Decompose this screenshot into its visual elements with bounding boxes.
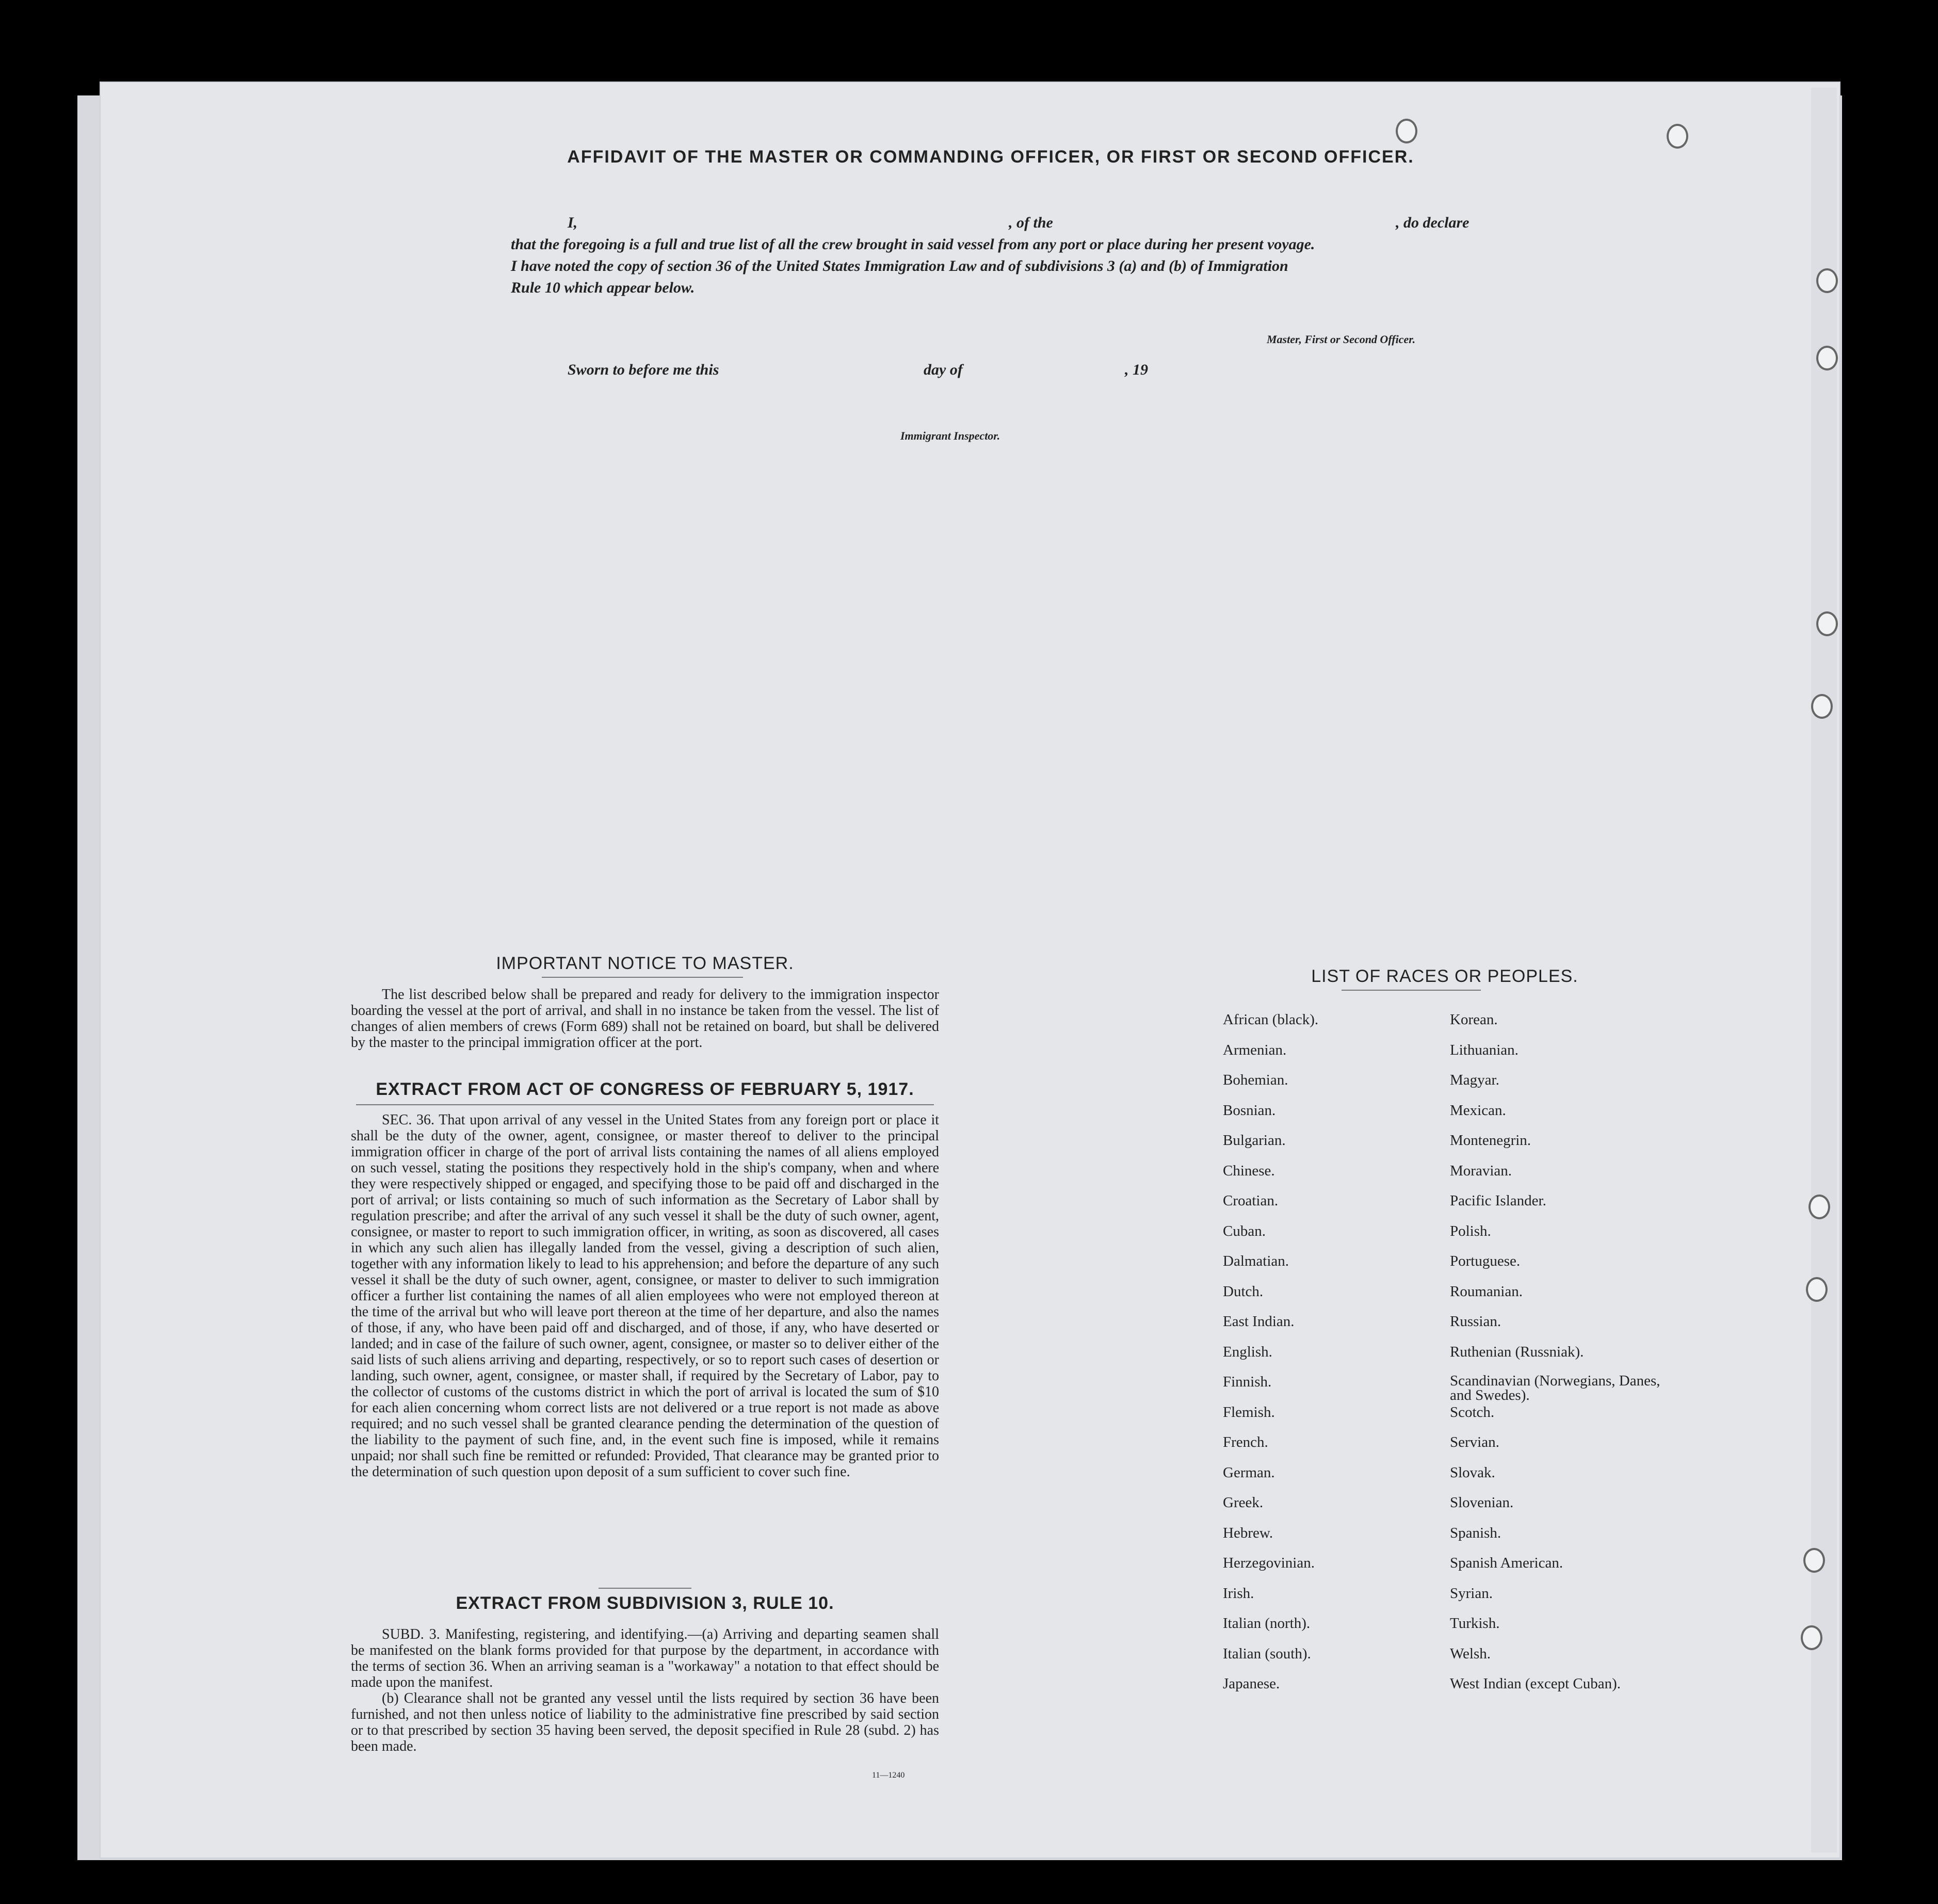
race-item: Hebrew. [1223, 1524, 1273, 1541]
race-item: Dutch. [1223, 1283, 1264, 1300]
form-number: 11—1240 [872, 1771, 905, 1780]
race-item: Korean. [1450, 1011, 1498, 1028]
race-item: Armenian. [1223, 1041, 1287, 1058]
punch-hole-icon [1816, 611, 1838, 636]
race-item: Spanish American. [1450, 1555, 1563, 1571]
race-item: Mexican. [1450, 1102, 1506, 1119]
race-item: West Indian (except Cuban). [1450, 1675, 1621, 1692]
race-item: Lithuanian. [1450, 1041, 1519, 1058]
race-item: Flemish. [1223, 1403, 1275, 1421]
race-item: Russian. [1450, 1313, 1501, 1330]
rule-text: SUBD. 3. Manifesting, registering, and identifying.—(a) Arriving and departing seamen shall be manifested on the blank forms provided for that purpose by the department, in accordance with the terms of section 36. When an arriving seaman is a "workaway" a notation to that effect should be made upon the manifest. (b) Clearance shall not be granted any vessel until the lists required by section 36 have been furnished, and not then unless notice of liability to the administrative fine prescribed by said section or to that prescribed by section 35 having been served, the deposit specified in Rule 28 (subd. 2) has been made. [351, 1626, 939, 1754]
race-item: Greek. [1223, 1494, 1264, 1511]
affidavit-line-3: I have noted the copy of section 36 of the United States Immigration Law and of subdivisions 3 (a) and (b) of Immigration [511, 257, 1288, 275]
inspector-signature-label: Immigrant Inspector. [900, 429, 1000, 442]
race-item: Croatian. [1223, 1192, 1279, 1209]
affidavit-declare-label: , do declare [1396, 214, 1469, 231]
master-signature-label: Master, First or Second Officer. [1267, 333, 1416, 346]
race-item: Spanish. [1450, 1524, 1501, 1541]
sworn-day-label: day of [924, 361, 963, 378]
race-item: French. [1223, 1434, 1268, 1450]
race-item: Polish. [1450, 1222, 1491, 1239]
race-item: Roumanian. [1450, 1283, 1523, 1300]
race-item: East Indian. [1223, 1313, 1295, 1330]
rule-title: EXTRACT FROM SUBDIVISION 3, RULE 10. [456, 1593, 834, 1613]
act-title-rule [356, 1104, 934, 1105]
race-item: Scandinavian (Norwegians, Danes, and Swedes). [1450, 1373, 1660, 1403]
affidavit-of-label: , of the [1009, 214, 1053, 231]
punch-hole-icon [1816, 268, 1838, 293]
race-item: Dalmatian. [1223, 1253, 1289, 1269]
act-text: SEC. 36. That upon arrival of any vessel in the United States from any foreign port or place it shall be the duty of the owner, agent, consignee, or master thereof to deliver to the principal immigration officer in charge of the port of arrival lists containing the names of all aliens employed on such vessel, stating the positions they respectively hold in the ship's company, when and where they were respectively shipped or engaged, and specifying those to be paid off and discharged in the port of arrival; or lists containing so much of such information as the Secretary of Labor shall by regulation prescribe; and after the arrival of any such vessel it shall be the duty of such owner, agent, consignee, or master to report to such immigration officer, in writing, as soon as discovered, all cases in which any such alien has illegally landed from the vessel, giving a description of such alien, together with any information likely to lead to his apprehension; and before the departure of any such vessel it shall be the duty of such owner, agent, consignee, or master to deliver to such immigration officer a further list containing the names of all alien employees who were not employed thereon at the time of the arrival but who will leave port thereon at the time of her departure, and also the names of those, if any, who have been paid off and discharged, and of those, if any, who have deserted or landed; and in case of the failure of such owner, agent, consignee, or master so to deliver either of the said lists of such aliens arriving and departing, respectively, or so to report such cases of desertion or landing, such owner, agent, consignee, or master shall, if required by the Secretary of Labor, pay to the collector of customs of the customs district in which the port of arrival is located the sum of $10 for each alien concerning whom correct lists are not delivered or a true report is not made as above required; and no such vessel shall be granted clearance pending the determination of the question of the liability to the payment of such fine, and, in the event such fine is imposed, while it remains unpaid; nor shall such fine be remitted or refunded: Provided, That clearance may be granted prior to the determination of such question upon deposit of a sum sufficient to cover such fine. [351, 1112, 939, 1480]
race-item: Welsh. [1450, 1645, 1491, 1662]
affidavit-title: AFFIDAVIT OF THE MASTER OR COMMANDING OFFICER, OR FIRST OR SECOND OFFICER. [567, 147, 1414, 167]
race-item: Italian (north). [1223, 1615, 1311, 1632]
punch-hole-icon [1816, 346, 1838, 370]
notice-title: IMPORTANT NOTICE TO MASTER. [496, 954, 794, 973]
punch-hole-icon [1806, 1277, 1828, 1302]
race-item: Syrian. [1450, 1585, 1493, 1602]
race-item: Irish. [1223, 1585, 1254, 1602]
punch-hole-icon [1808, 1195, 1830, 1219]
race-item: Bosnian. [1223, 1102, 1276, 1119]
race-item: Magyar. [1450, 1072, 1499, 1088]
rule-title-rule [599, 1588, 691, 1589]
race-item: English. [1223, 1343, 1272, 1360]
race-item: Chinese. [1223, 1162, 1275, 1179]
race-item: Slovenian. [1450, 1494, 1514, 1511]
affidavit-line-2: that the foregoing is a full and true list of all the crew brought in said vessel from any port or place during her present voyage. [511, 236, 1315, 253]
notice-title-rule [542, 977, 743, 978]
race-item: Herzegovinian. [1223, 1555, 1315, 1571]
punch-hole-icon [1801, 1625, 1822, 1650]
race-item: Montenegrin. [1450, 1132, 1531, 1149]
races-column-2 [1450, 1011, 1677, 1706]
race-item: German. [1223, 1464, 1275, 1481]
race-item: Japanese. [1223, 1675, 1280, 1692]
sworn-prefix: Sworn to before me this [568, 361, 719, 378]
race-item: Slovak. [1450, 1464, 1495, 1481]
race-item: Bohemian. [1223, 1072, 1288, 1088]
race-item: Italian (south). [1223, 1645, 1311, 1662]
races-column-1 [1223, 1011, 1440, 1706]
notice-text: The list described below shall be prepared and ready for delivery to the immigration inspector boarding the vessel at the port of arrival, and shall in no instance be taken from the vessel. The list of changes of alien members of crews (Form 689) shall not be retained on board, but shall be delivered by the master to the principal immigration officer at the port. [351, 987, 939, 1051]
race-item: African (black). [1223, 1011, 1319, 1028]
race-item: Portuguese. [1450, 1253, 1521, 1269]
act-title: EXTRACT FROM ACT OF CONGRESS OF FEBRUARY 5, 1917. [376, 1079, 914, 1099]
race-item: Scotch. [1450, 1403, 1495, 1421]
punch-hole-icon [1667, 124, 1688, 149]
affidavit-i-label: I, [568, 214, 578, 231]
race-item: Ruthenian (Russniak). [1450, 1343, 1584, 1360]
race-item: Turkish. [1450, 1615, 1500, 1632]
race-item: Finnish. [1223, 1374, 1272, 1390]
punch-hole-icon [1811, 694, 1833, 719]
sworn-year-label: , 19 [1125, 361, 1148, 378]
race-item: Moravian. [1450, 1162, 1512, 1179]
race-item: Cuban. [1223, 1222, 1266, 1239]
affidavit-line-4: Rule 10 which appear below. [511, 279, 695, 296]
race-item: Bulgarian. [1223, 1132, 1286, 1149]
races-title-rule [1342, 990, 1481, 991]
punch-hole-icon [1803, 1548, 1825, 1573]
punch-hole-icon [1396, 119, 1417, 143]
race-item: Pacific Islander. [1450, 1192, 1546, 1209]
races-title: LIST OF RACES OR PEOPLES. [1311, 966, 1578, 986]
race-item: Servian. [1450, 1434, 1499, 1450]
